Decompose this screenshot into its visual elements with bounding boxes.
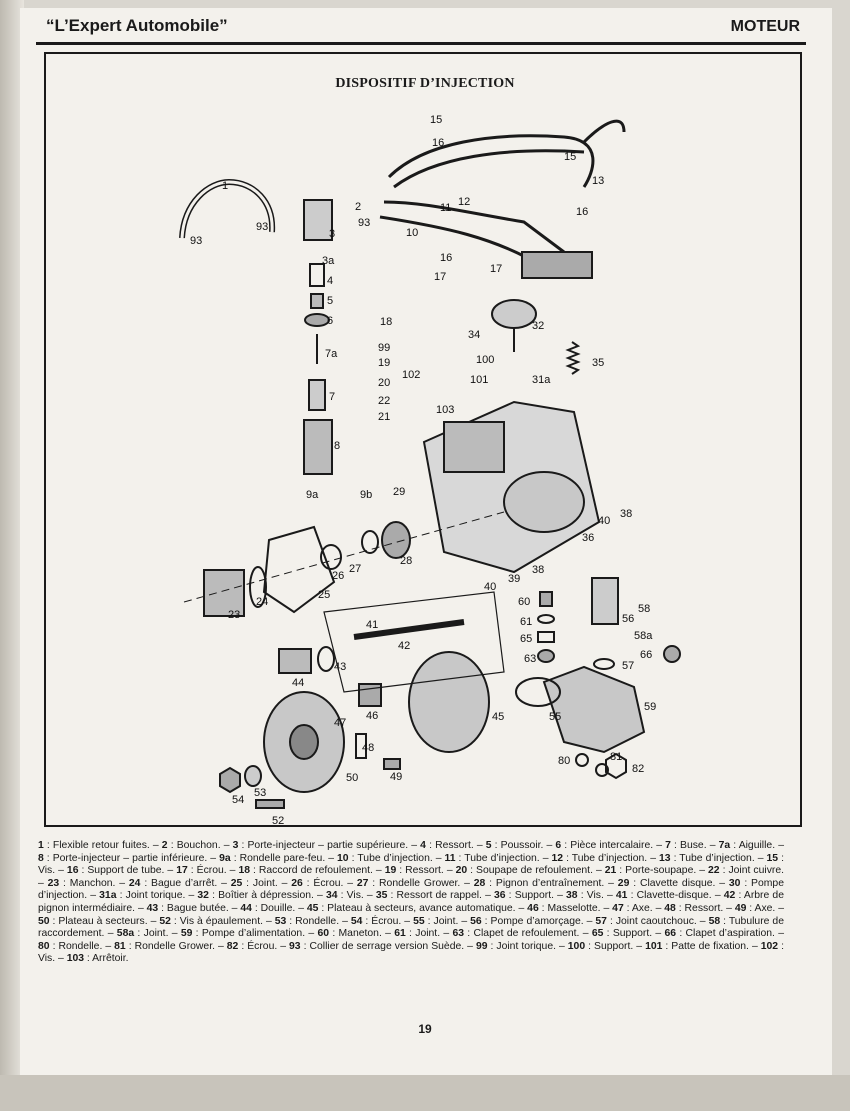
legend-item-number: 55 xyxy=(413,915,425,927)
legend-item-text: : Joint. – xyxy=(405,928,453,940)
legend-item-number: 58 xyxy=(708,915,721,927)
callout: 49 xyxy=(390,771,403,783)
legend-item-text: : Joint. – xyxy=(134,928,181,940)
callout: 6 xyxy=(327,315,334,327)
legend-item-number: 30 xyxy=(728,877,741,889)
legend-item-number: 26 xyxy=(291,877,303,889)
callout: 55 xyxy=(549,711,562,723)
legend-item-number: 12 xyxy=(551,852,564,864)
callout: 100 xyxy=(476,354,495,366)
callout: 43 xyxy=(334,661,347,673)
callout: 7a xyxy=(325,348,338,360)
legend-item-text: : Rondelle pare-feu. – xyxy=(230,852,338,864)
exploded-diagram xyxy=(44,52,802,827)
thrust-ring-43 xyxy=(318,647,334,671)
legend-item-number: 103 xyxy=(66,953,85,965)
legend-item-number: 7a xyxy=(718,840,731,851)
publication-title: “L’Expert Automobile” xyxy=(46,16,228,35)
legend-item-text: : Support. – xyxy=(505,890,567,902)
legend-item-text: : Plateau à secteurs, avance automatique. – xyxy=(318,902,528,914)
legend-item-number: 32 xyxy=(197,890,209,902)
legend-item-number: 99 xyxy=(475,940,488,952)
injector-lower xyxy=(304,420,332,474)
callout: 47 xyxy=(334,717,347,729)
legend-item-number: 1 xyxy=(38,840,44,851)
callout: 59 xyxy=(644,701,657,713)
callout: 13 xyxy=(592,175,605,187)
legend-item-text: : Poussoir. – xyxy=(491,840,556,851)
legend-item-number: 47 xyxy=(612,902,624,914)
callout: 80 xyxy=(558,755,571,767)
callout: 36 xyxy=(582,532,595,544)
legend-item-text: : Manchon. – xyxy=(59,877,129,889)
injection-pipes xyxy=(380,136,593,267)
callout: 58 xyxy=(638,603,651,615)
legend-item-number: 57 xyxy=(595,915,607,927)
legend-item-text: : Pompe d’injection. – xyxy=(38,877,784,902)
callout: 48 xyxy=(362,742,375,754)
callout: 41 xyxy=(366,619,379,631)
legend-item-text: : Écrou. – xyxy=(187,865,239,877)
legend-item-text: : Plateau à secteurs. – xyxy=(49,915,160,927)
legend-item-number: 19 xyxy=(384,865,397,877)
legend-item-number: 28 xyxy=(473,877,486,889)
callout: 103 xyxy=(436,404,455,416)
callout: 50 xyxy=(346,772,359,784)
legend-item-text: : Clavette-disque. – xyxy=(627,890,724,902)
legend-item-text: : Collier de serrage version Suède. – xyxy=(300,940,476,952)
pin-49 xyxy=(384,759,400,769)
legend-item-text: : Vis. – xyxy=(38,940,784,965)
callout: 4 xyxy=(327,275,334,287)
callout: 3a xyxy=(322,255,335,267)
legend-item-text: : Arbre de pignon intermédiaire. – xyxy=(38,890,784,914)
callout: 34 xyxy=(468,329,481,341)
legend-item-text: : Joint torique. – xyxy=(487,940,568,952)
legend-item-text: : Arrêtoir. xyxy=(84,953,129,965)
legend-item-text: : Clapet d’aspiration. – xyxy=(676,928,784,940)
legend-item-text: : Ressort. – xyxy=(675,902,735,914)
legend-item-number: 35 xyxy=(375,890,388,902)
legend-item-text: : Axe. – xyxy=(623,902,665,914)
callout: 101 xyxy=(470,374,489,386)
callout: 21 xyxy=(378,411,391,423)
legend-item-text: : Écrou. – xyxy=(302,877,357,889)
callout: 10 xyxy=(406,227,419,239)
legend-item-text: : Buse. – xyxy=(670,840,719,851)
callout: 57 xyxy=(622,660,635,672)
legend-item-text: : Pignon d’entraînement. – xyxy=(485,877,618,889)
bushing-44 xyxy=(279,649,311,673)
legend-item-number: 16 xyxy=(66,865,79,877)
legend-item-text: : Raccord de refoulement. – xyxy=(250,865,385,877)
legend-item-text: : Axe. – xyxy=(746,902,785,914)
legend-item-number: 7 xyxy=(665,840,671,851)
legend-item-number: 42 xyxy=(723,890,736,902)
injector-upper xyxy=(304,200,332,240)
legend-item-text: : Vis à épaulement. – xyxy=(170,915,275,927)
washer-80 xyxy=(576,754,588,766)
legend-item-text: : Support de tube. – xyxy=(78,865,177,877)
legend-item-number: 48 xyxy=(664,902,676,914)
legend-item-number: 41 xyxy=(615,890,628,902)
legend-item-number: 49 xyxy=(734,902,747,914)
legend-item-text: : Rondelle Grower. – xyxy=(368,877,474,889)
legend-item-text: : Pompe d’alimentation. – xyxy=(192,928,318,940)
figure-title: DISPOSITIF D’INJECTION xyxy=(335,76,515,91)
legend-item-text: : Tube d’injection. – xyxy=(348,852,445,864)
callout: 54 xyxy=(232,794,245,806)
legend-item-text: : Vis. – xyxy=(38,852,784,877)
legend-item-text: : Joint caoutchouc. – xyxy=(606,915,709,927)
legend-item-text: : Aiguille. – xyxy=(730,840,784,851)
pusher-5 xyxy=(311,294,323,308)
legend-item-number: 13 xyxy=(659,852,671,864)
callout: 16 xyxy=(576,206,589,218)
legend-item-number: 6 xyxy=(555,840,562,851)
legend-item-number: 54 xyxy=(350,915,363,927)
legend-item-text: : Tube d’injection. – xyxy=(670,852,767,864)
callout: 93 xyxy=(256,221,269,233)
legend-item-number: 102 xyxy=(760,940,779,952)
legend-item-text: : Vis. – xyxy=(577,890,616,902)
legend-item-number: 3 xyxy=(232,840,239,851)
legend-item-text: : Clavette disque. – xyxy=(629,877,729,889)
callout: 17 xyxy=(490,263,503,275)
return-spring xyxy=(568,342,578,374)
legend-item-text: : Clapet de refoulement. – xyxy=(464,928,592,940)
nozzle-7 xyxy=(309,380,325,410)
callout: 40 xyxy=(484,581,497,593)
priming-pump-56 xyxy=(592,578,618,624)
callout: 3 xyxy=(329,228,336,240)
feed-pump-59 xyxy=(544,667,644,752)
legend-item-number: 45 xyxy=(306,902,319,914)
spring-4 xyxy=(310,264,324,286)
drive-gear xyxy=(382,522,410,558)
bolt-52 xyxy=(256,800,284,808)
callout: 29 xyxy=(393,486,406,498)
legend-item-text: : Tubulure de raccordement. – xyxy=(38,915,784,940)
legend-item-text: : Flexible retour fuites. – xyxy=(43,840,162,851)
legend-item-number: 22 xyxy=(708,865,720,877)
callout: 17 xyxy=(434,271,447,283)
legend-item-number: 15 xyxy=(766,852,779,864)
callout: 46 xyxy=(366,710,379,722)
legend-item-number: 58a xyxy=(116,928,135,940)
callout: 25 xyxy=(318,589,331,601)
legend-item-number: 10 xyxy=(337,852,349,864)
callout: 12 xyxy=(458,196,471,208)
legend-item-text: : Tube d’injection. – xyxy=(563,852,659,864)
legend-item-number: 29 xyxy=(617,877,630,889)
spacer-6 xyxy=(305,314,329,326)
legend-item-text: : Bague d’arrêt. – xyxy=(140,877,231,889)
legend-item-text: : Maneton. – xyxy=(329,928,395,940)
valve-63 xyxy=(538,650,554,662)
callout: 44 xyxy=(292,677,305,689)
callout: 2 xyxy=(355,201,362,213)
legend-item-text: : Pompe d’amorçage. – xyxy=(481,915,596,927)
pipe-fittings xyxy=(522,252,592,278)
legend-item-text: : Joint cuivre. – xyxy=(38,865,785,889)
callout: 31a xyxy=(532,374,551,386)
legend-item-number: 17 xyxy=(176,865,188,877)
legend-item-number: 100 xyxy=(567,940,586,952)
legend-item-number: 36 xyxy=(493,890,506,902)
callout: 5 xyxy=(327,295,334,307)
callout: 82 xyxy=(632,763,645,775)
pump-head xyxy=(444,422,504,472)
crankpin-60 xyxy=(540,592,552,606)
legend-item-text: : Vis. – xyxy=(337,890,376,902)
legend-item-text: : Patte de fixation. – xyxy=(662,940,761,952)
legend-item-number: 34 xyxy=(325,890,338,902)
callout: 28 xyxy=(400,555,413,567)
legend-item-text: : Rondelle Grower. – xyxy=(125,940,227,952)
legend-item-number: 8 xyxy=(38,852,44,864)
legend-item-text: : Support. – xyxy=(585,940,646,952)
legend-item-number: 65 xyxy=(591,928,604,940)
callout: 40 xyxy=(598,515,611,527)
legend-item-text: : Soupape de refoulement. – xyxy=(467,865,605,877)
legend-item-number: 101 xyxy=(645,940,663,952)
legend-item-number: 23 xyxy=(47,877,60,889)
callout: 93 xyxy=(190,235,203,247)
legend-item-number: 2 xyxy=(161,840,168,851)
legend-item-text: : Douille. – xyxy=(251,902,307,914)
callout: 38 xyxy=(532,564,545,576)
legend-item-number: 44 xyxy=(240,902,252,914)
legend-item-number: 59 xyxy=(180,928,193,940)
legend-item-number: 5 xyxy=(485,840,492,851)
legend-item-text: : Ressort de rappel. – xyxy=(387,890,494,902)
callout: 24 xyxy=(256,596,269,608)
callout: 19 xyxy=(378,357,391,369)
callout: 56 xyxy=(622,613,635,625)
seal-61 xyxy=(538,615,554,623)
callout: 66 xyxy=(640,649,653,661)
legend-item-text: : Pièce intercalaire. – xyxy=(561,840,666,851)
legend-item-number: 20 xyxy=(455,865,468,877)
callout: 23 xyxy=(228,609,241,621)
legend-item-text: : Porte-injecteur – partie inférieure. – xyxy=(43,852,220,864)
legend-item-text: : Joint. – xyxy=(424,915,471,927)
callout: 52 xyxy=(272,815,285,827)
support-65 xyxy=(538,632,554,642)
callout: 22 xyxy=(378,395,391,407)
legend-item-text: : Ressort. – xyxy=(396,865,456,877)
legend-item-number: 52 xyxy=(159,915,171,927)
legend-item-number: 18 xyxy=(238,865,251,877)
callout: 35 xyxy=(592,357,605,369)
washer-53 xyxy=(245,766,261,786)
callout: 1 xyxy=(222,180,229,192)
callout: 38 xyxy=(620,508,633,520)
legend-item-text: : Porte-soupape. – xyxy=(616,865,709,877)
legend-item-text: : Joint. – xyxy=(242,877,292,889)
legend-item-text: : Bague butée. – xyxy=(158,902,241,914)
legend-item-number: 4 xyxy=(420,840,426,851)
legend-item-number: 38 xyxy=(566,890,578,902)
legend-item-number: 11 xyxy=(444,852,456,864)
legend-item-number: 27 xyxy=(356,877,369,889)
legend-item-text: : Bouchon. – xyxy=(167,840,233,851)
scan-edge-bottom xyxy=(0,1075,850,1111)
legend-item-text: : Support. – xyxy=(603,928,665,940)
callout: 61 xyxy=(520,616,533,628)
callout: 9b xyxy=(360,489,373,501)
callout: 7 xyxy=(329,391,336,403)
callout: 27 xyxy=(349,563,362,575)
callout: 16 xyxy=(440,252,453,264)
pump-front xyxy=(504,472,584,532)
callout: 15 xyxy=(564,151,577,163)
legend-item-number: 81 xyxy=(114,940,126,952)
callout: 20 xyxy=(378,377,391,389)
legend-item-number: 61 xyxy=(394,928,406,940)
callout: 99 xyxy=(378,342,391,354)
legend-item-text: : Écrou. – xyxy=(362,915,414,927)
legend-item-text: : Écrou. – xyxy=(238,940,290,952)
callout: 60 xyxy=(518,596,531,608)
legend-item-number: 93 xyxy=(289,940,301,952)
valve-66 xyxy=(664,646,680,662)
nut-54 xyxy=(220,768,240,792)
callout: 81 xyxy=(610,751,623,763)
legend-item-text: : Rondelle. – xyxy=(286,915,351,927)
sector-plate-45 xyxy=(409,652,489,752)
section-title: MOTEUR xyxy=(730,18,800,35)
seal-57 xyxy=(594,659,614,669)
page-number: 19 xyxy=(418,1022,432,1036)
callout: 45 xyxy=(492,711,505,723)
callout: 8 xyxy=(334,440,341,452)
callout: 9a xyxy=(306,489,319,501)
parts-legend xyxy=(38,840,784,966)
legend-item-number: 21 xyxy=(604,865,617,877)
legend-item-number: 60 xyxy=(317,928,330,940)
callout: 53 xyxy=(254,787,267,799)
callout: 11 xyxy=(440,202,452,214)
legend-item-number: 80 xyxy=(38,940,50,952)
header-rule xyxy=(36,42,806,45)
callout: 58a xyxy=(634,630,653,642)
legend-item-number: 9a xyxy=(219,852,231,864)
legend-item-number: 46 xyxy=(527,902,539,914)
callout: 93 xyxy=(358,217,371,229)
callout: 42 xyxy=(398,640,411,652)
legend-item-text: : Ressort. – xyxy=(425,840,486,851)
legend-item-number: 24 xyxy=(128,877,141,889)
callout: 16 xyxy=(432,137,445,149)
legend-item-number: 43 xyxy=(146,902,159,914)
legend-item-text: : Masselotte. – xyxy=(538,902,613,914)
legend-item-number: 82 xyxy=(226,940,239,952)
callout: 18 xyxy=(380,316,393,328)
callout: 102 xyxy=(402,369,421,381)
legend-item-number: 25 xyxy=(230,877,243,889)
legend-item-text: : Boîtier à dépression. – xyxy=(208,890,326,902)
legend-item-number: 56 xyxy=(470,915,482,927)
callout: 63 xyxy=(524,653,537,665)
legend-item-number: 53 xyxy=(274,915,287,927)
callout: 39 xyxy=(508,573,521,585)
callout: 65 xyxy=(520,633,533,645)
legend-item-text: : Rondelle. – xyxy=(49,940,115,952)
legend-item-text: : Porte-injecteur – partie supérieure. – xyxy=(238,840,421,851)
vacuum-box xyxy=(492,300,536,328)
legend-item-number: 63 xyxy=(452,928,465,940)
legend-item-number: 31a xyxy=(99,890,117,902)
callout: 15 xyxy=(430,114,443,126)
legend-item-number: 66 xyxy=(664,928,677,940)
legend-item-number: 50 xyxy=(38,915,50,927)
callout: 32 xyxy=(532,320,545,332)
legend-item-text: : Tube d’injection. – xyxy=(455,852,552,864)
legend-item-text: : Joint torique. – xyxy=(116,890,198,902)
callout: 26 xyxy=(332,570,345,582)
